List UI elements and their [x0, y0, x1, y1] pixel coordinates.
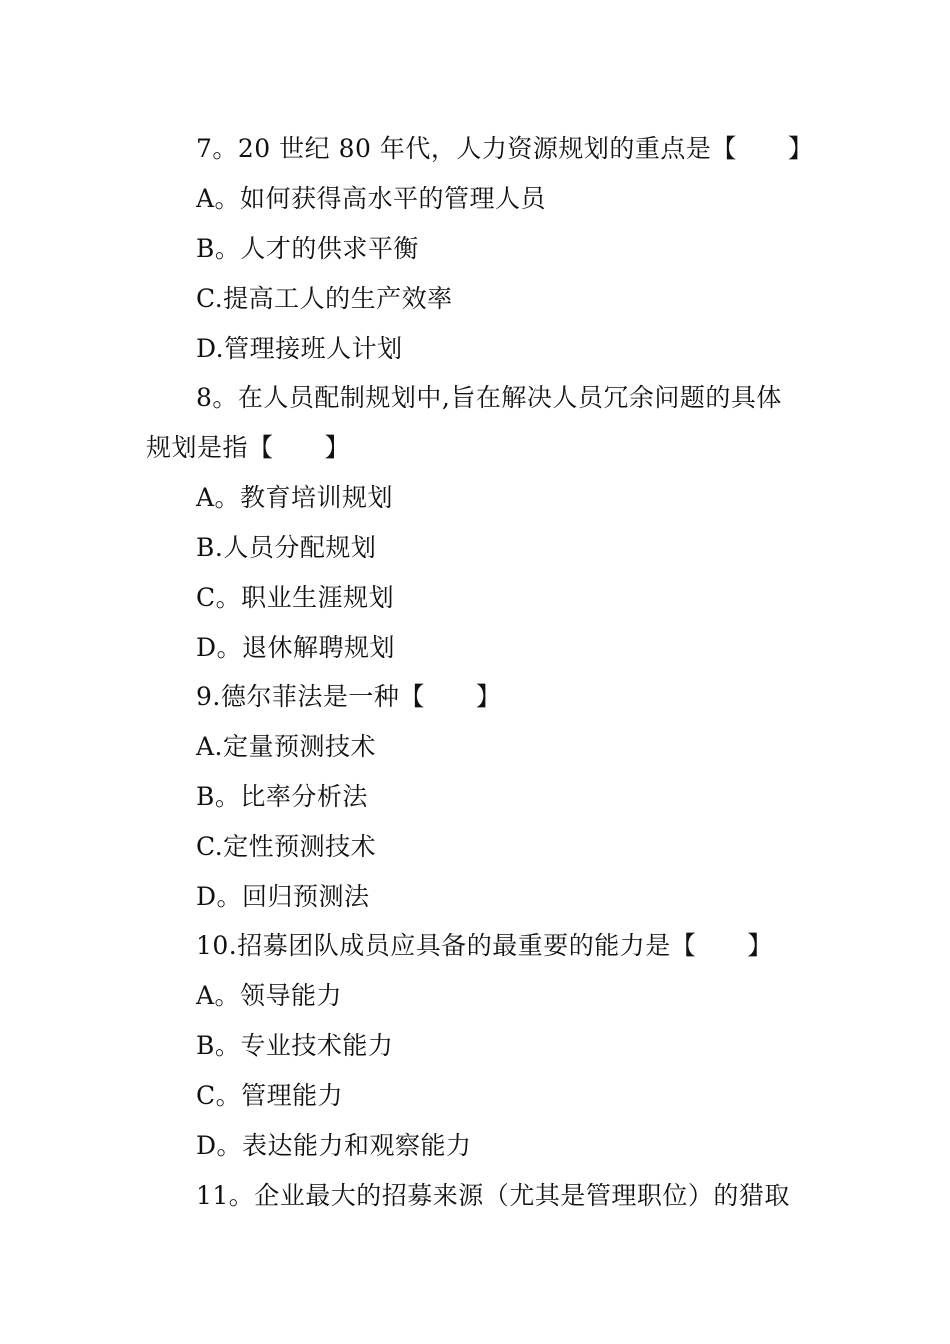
- question-10-option-c: C。管理能力: [196, 1081, 344, 1110]
- question-7-option-d: D.管理接班人计划: [196, 334, 403, 363]
- question-9-option-c: C.定性预测技术: [196, 832, 377, 861]
- question-7-option-c: C.提高工人的生产效率: [196, 284, 453, 313]
- question-9-option-a: A.定量预测技术: [196, 732, 377, 761]
- question-8-option-c: C。职业生涯规划: [196, 583, 395, 612]
- question-7: 7。20 世纪 80 年代，人力资源规划的重点是【 】: [196, 134, 814, 163]
- question-8-option-a: A。教育培训规划: [196, 483, 394, 512]
- question-11: 11。企业最大的招募来源（尤其是管理职位）的猎取: [196, 1181, 790, 1210]
- question-9-option-b: B。比率分析法: [196, 782, 368, 811]
- question-8-option-b: B.人员分配规划: [196, 533, 377, 562]
- question-10: 10.招募团队成员应具备的最重要的能力是【 】: [196, 931, 773, 960]
- question-7-option-a: A。如何获得高水平的管理人员: [196, 184, 547, 213]
- question-9-option-d: D。回归预测法: [196, 882, 370, 911]
- question-8: 8。在人员配制规划中,旨在解决人员冗余问题的具体: [196, 383, 782, 412]
- question-10-option-b: B。专业技术能力: [196, 1031, 394, 1060]
- question-10-option-a: A。领导能力: [196, 981, 343, 1010]
- question-10-option-d: D。表达能力和观察能力: [196, 1131, 472, 1160]
- question-8-continuation: 规划是指【 】: [146, 433, 351, 462]
- question-9: 9.德尔菲法是一种【 】: [196, 682, 502, 711]
- question-8-option-d: D。退休解聘规划: [196, 633, 396, 662]
- question-7-option-b: B。人才的供求平衡: [196, 234, 419, 263]
